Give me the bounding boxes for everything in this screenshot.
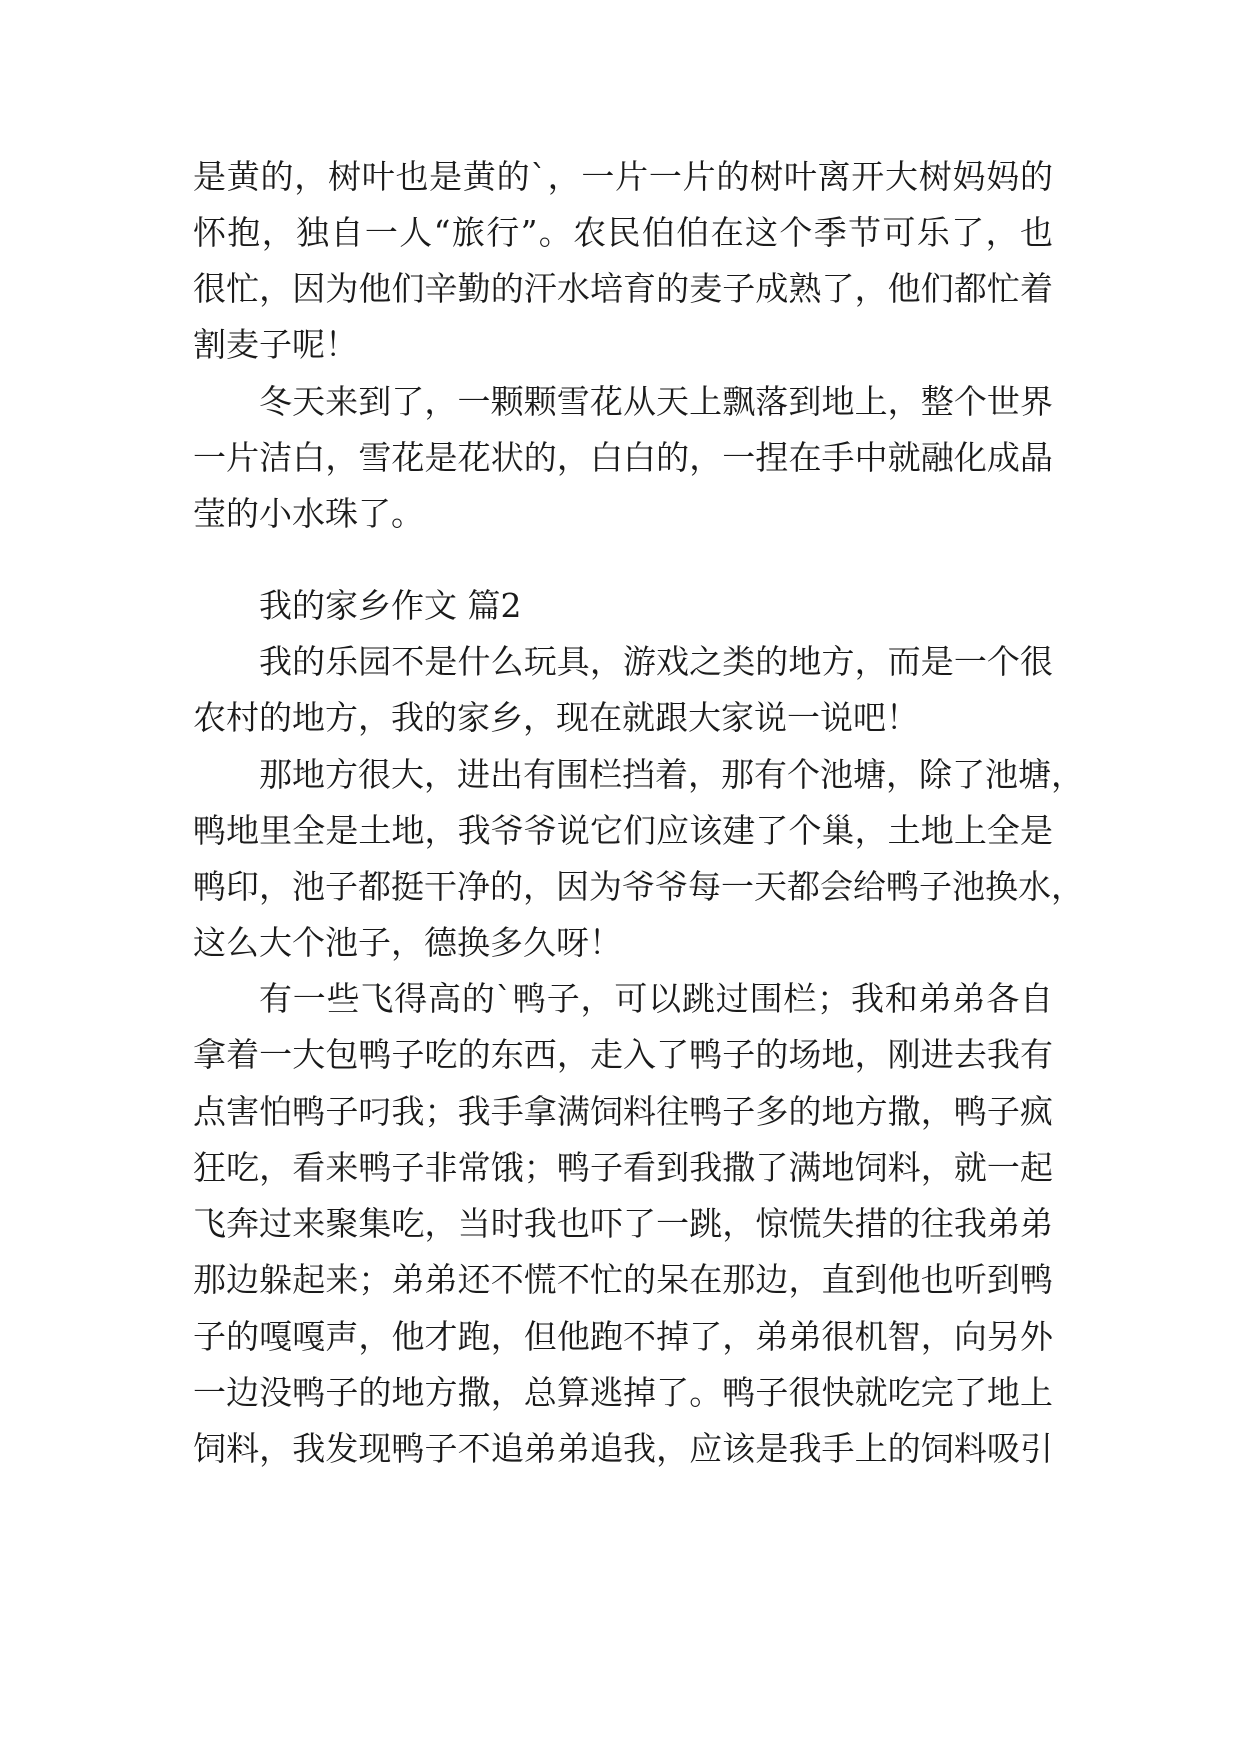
text-line: 点害怕鸭子叼我；我手拿满饲料往鸭子多的地方撒，鸭子疯	[193, 1092, 1053, 1131]
text-line: 一片洁白，雪花是花状的，白白的，一捏在手中就融化成晶	[193, 438, 1053, 477]
paragraph-first-line: 冬天来到了，一颗颗雪花从天上飘落到地上，整个世界	[259, 382, 1053, 421]
text-line: 那边躲起来；弟弟还不慌不忙的呆在那边，直到他也听到鸭	[193, 1260, 1053, 1299]
text-line: 是黄的，树叶也是黄的`，一片一片的树叶离开大树妈妈的	[193, 157, 1053, 196]
text-line: 飞奔过来聚集吃，当时我也吓了一跳，惊慌失措的往我弟弟	[193, 1204, 1053, 1243]
text-line: 这么大个池子，德换多久呀！	[193, 923, 622, 962]
text-line: 一边没鸭子的地方撒，总算逃掉了。鸭子很快就吃完了地上	[193, 1373, 1053, 1412]
text-line: 拿着一大包鸭子吃的东西，走入了鸭子的场地，刚进去我有	[193, 1035, 1053, 1074]
text-line: 莹的小水珠了。	[193, 494, 424, 533]
paragraph-first-line: 有一些飞得高的`鸭子，可以跳过围栏；我和弟弟各自	[259, 979, 1053, 1018]
paragraph-first-line: 我的乐园不是什么玩具，游戏之类的地方，而是一个很	[259, 642, 1053, 681]
text-line: 农村的地方，我的家乡，现在就跟大家说一说吧！	[193, 698, 919, 737]
section-heading: 我的家乡作文 篇2	[259, 586, 522, 625]
text-line: 狂吃，看来鸭子非常饿；鸭子看到我撒了满地饲料，就一起	[193, 1148, 1053, 1187]
text-line: 鸭印，池子都挺干净的，因为爷爷每一天都会给鸭子池换水，	[193, 867, 1084, 906]
text-line: 饲料，我发现鸭子不追弟弟追我，应该是我手上的饲料吸引	[193, 1429, 1053, 1468]
text-line: 鸭地里全是土地，我爷爷说它们应该建了个巢，土地上全是	[193, 811, 1053, 850]
paragraph-first-line: 那地方很大，进出有围栏挡着，那有个池塘，除了池塘，	[259, 755, 1084, 794]
text-line: 很忙，因为他们辛勤的汗水培育的麦子成熟了，他们都忙着	[193, 269, 1053, 308]
text-line: 子的嘎嘎声，他才跑，但他跑不掉了，弟弟很机智，向另外	[193, 1317, 1053, 1356]
text-line: 怀抱，独自一人“旅行”。农民伯伯在这个季节可乐了，也	[193, 213, 1053, 252]
text-line: 割麦子呢！	[193, 325, 358, 364]
